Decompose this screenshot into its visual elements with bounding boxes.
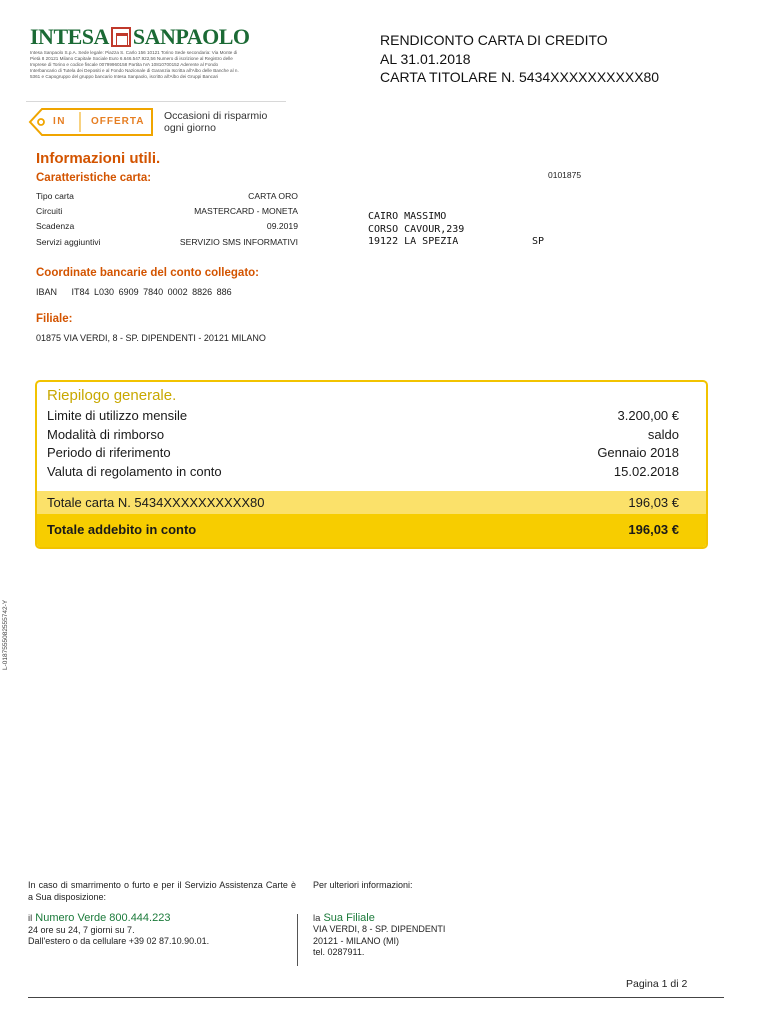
footer-right-line-3: tel. 0287911. (313, 947, 365, 957)
logo-emblem-icon (111, 27, 131, 47)
promo-divider (26, 101, 286, 102)
footer-left-prefix: il (28, 913, 33, 924)
card-feature-label: Circuiti (36, 206, 63, 217)
debit-total-row (47, 522, 679, 537)
iban-line (36, 287, 232, 297)
branch-heading: Filiale: (36, 313, 73, 325)
recipient-city: 19122 LA SPEZIA (368, 236, 459, 247)
promo-banner[interactable] (28, 106, 267, 138)
footer-right-prefix: la (313, 913, 321, 924)
recipient-code: 0101875 (548, 170, 582, 180)
statement-title (380, 31, 659, 87)
side-barcode-text: L-0187555082555742-Y (2, 599, 9, 670)
promo-offerta-label: OFFERTA (91, 116, 145, 127)
summary-row (47, 445, 679, 460)
branch-contact-link[interactable]: Sua Filiale (323, 912, 375, 924)
card-feature-label: Scadenza (36, 221, 75, 232)
summary-label: Periodo di riferimento (47, 445, 171, 460)
footer-left-intro: In caso di smarrimento o furto e per il Servizio Assistenza Carte è a Sua disposizione: (28, 880, 296, 902)
promo-line-2: ogni giorno (164, 122, 216, 134)
summary-value: Gennaio 2018 (597, 445, 679, 460)
card-feature-label: Tipo carta (36, 191, 74, 201)
page-number: Pagina 1 di 2 (626, 978, 688, 990)
card-total-value: 196,03 € (628, 495, 679, 510)
card-feature-row (36, 206, 298, 221)
bank-details-heading: Coordinate bancarie del conto collegato: (36, 267, 260, 279)
footer-left-line-1: 24 ore su 24, 7 giorni su 7. (28, 924, 135, 935)
footer-left-line-2: Dall'estero o da cellulare +39 02 87.10.90.01. (28, 936, 210, 946)
footer-right-line-2: 20121 - MILANO (MI) (313, 935, 400, 946)
bottom-rule (28, 997, 724, 998)
summary-value: 3.200,00 € (617, 408, 679, 423)
card-feature-row (36, 237, 298, 252)
card-feature-value: MASTERCARD - MONETA (194, 206, 298, 217)
summary-label: Valuta di regolamento in conto (47, 463, 222, 479)
promo-in-label: IN (53, 116, 66, 127)
footer-divider (297, 914, 298, 966)
footer-left-heading (28, 913, 296, 925)
card-feature-label: Servizi aggiuntivi (36, 236, 101, 247)
branch-value: 01875 VIA VERDI, 8 - SP. DIPENDENTI - 20121 MILANO (36, 333, 266, 343)
logo-text-right: SANPAOLO (132, 24, 250, 49)
summary-label: Limite di utilizzo mensile (47, 408, 188, 423)
card-total-row (47, 495, 679, 510)
iban-label: IBAN (36, 287, 58, 297)
info-heading: Informazioni utili. (36, 150, 161, 167)
footer-right-line-1: VIA VERDI, 8 - SP. DIPENDENTI (313, 924, 446, 934)
card-feature-value: SERVIZIO SMS INFORMATIVI (179, 236, 298, 247)
card-feature-row (36, 221, 298, 236)
promo-text (164, 110, 267, 134)
promo-line-1: Occasioni di risparmio (164, 110, 268, 122)
recipient-province: SP (532, 236, 545, 247)
footer-right-intro: Per ulteriori informazioni: (313, 880, 413, 890)
statement-title-line-1: RENDICONTO CARTA DI CREDITO (380, 32, 608, 48)
bank-logo (30, 24, 250, 50)
footer-right-heading (313, 912, 445, 924)
summary-row (47, 464, 679, 479)
card-feature-row (36, 191, 298, 206)
card-total-label: Totale carta N. 5434XXXXXXXXXX80 (47, 495, 265, 510)
footer-left (28, 880, 296, 948)
summary-title: Riepilogo generale. (47, 387, 177, 404)
toll-free-number[interactable]: Numero Verde 800.444.223 (35, 912, 171, 924)
recipient-address (368, 211, 464, 249)
debit-total-label: Totale addebito in conto (47, 522, 197, 537)
summary-box (35, 380, 708, 549)
card-feature-value: 09.2019 (266, 221, 298, 232)
summary-row (47, 427, 679, 442)
iban-value: IT84 L030 6909 7840 0002 8826 886 (71, 287, 232, 297)
card-holder-number: CARTA TITOLARE N. 5434XXXXXXXXXX80 (380, 69, 660, 85)
recipient-name: CAIRO MASSIMO (368, 211, 447, 222)
card-feature-value: CARTA ORO (248, 191, 298, 201)
recipient-street: CORSO CAVOUR,239 (368, 223, 465, 235)
summary-label: Modalità di rimborso (47, 426, 165, 442)
card-features-table (36, 191, 298, 252)
card-features-heading: Caratteristiche carta: (36, 172, 152, 184)
debit-total-value: 196,03 € (628, 522, 679, 537)
footer-right (313, 880, 445, 959)
legal-notice: Intesa Sanpaolo S.p.A. Sede legale: Piazza S. Carlo 156 10121 Torino Sede secondaria: Via Monte di Pietà 8 20121 Milano Capitale Sociale Euro 6.646.547.922,56 Numero di iscrizione al Registro delle Imprese di Torino e codice fiscale 00799960158 Partita IVA 10810700152 Aderente al Fondo Interbancario di Tutela dei Depositi e al Fondo Nazionale di Garanzia Iscritta all'Albo delle Banche al n. 5361 e Capogruppo del gruppo bancario Intesa Sanpaolo, iscritto all'Albo dei Gruppi Bancari (30, 50, 239, 80)
promo-tag-icon (28, 106, 156, 138)
summary-value: saldo (647, 426, 679, 442)
summary-row (47, 408, 679, 423)
statement-date: AL 31.01.2018 (380, 50, 471, 67)
logo-text-left: INTESA (30, 24, 109, 49)
summary-value: 15.02.2018 (613, 463, 679, 479)
